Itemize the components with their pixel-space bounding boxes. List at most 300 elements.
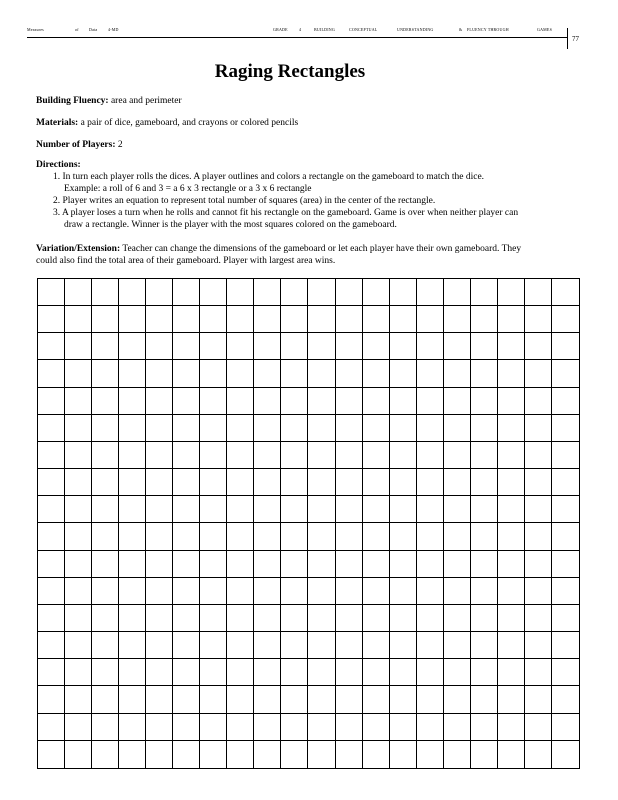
gameboard-cell[interactable]	[65, 741, 92, 768]
gameboard-cell[interactable]	[200, 415, 227, 442]
gameboard-cell[interactable]	[363, 469, 390, 496]
gameboard-cell[interactable]	[65, 714, 92, 741]
gameboard-cell[interactable]	[336, 523, 363, 550]
gameboard-cell[interactable]	[200, 714, 227, 741]
gameboard-cell[interactable]	[471, 714, 498, 741]
gameboard-cell[interactable]	[308, 333, 335, 360]
gameboard-cell[interactable]	[227, 714, 254, 741]
gameboard-cell[interactable]	[525, 686, 552, 713]
gameboard-cell[interactable]	[146, 578, 173, 605]
gameboard-cell[interactable]	[254, 306, 281, 333]
gameboard-cell[interactable]	[173, 523, 200, 550]
gameboard-cell[interactable]	[227, 388, 254, 415]
gameboard-cell[interactable]	[119, 551, 146, 578]
gameboard-cell[interactable]	[92, 686, 119, 713]
gameboard-cell[interactable]	[65, 388, 92, 415]
gameboard-cell[interactable]	[417, 360, 444, 387]
gameboard-cell[interactable]	[336, 714, 363, 741]
gameboard-cell[interactable]	[525, 496, 552, 523]
gameboard-cell[interactable]	[525, 632, 552, 659]
gameboard-cell[interactable]	[308, 605, 335, 632]
gameboard-cell[interactable]	[471, 578, 498, 605]
gameboard-cell[interactable]	[227, 551, 254, 578]
gameboard-cell[interactable]	[200, 523, 227, 550]
gameboard-cell[interactable]	[119, 415, 146, 442]
gameboard-cell[interactable]	[308, 632, 335, 659]
gameboard-cell[interactable]	[92, 306, 119, 333]
gameboard-cell[interactable]	[65, 415, 92, 442]
gameboard-cell[interactable]	[444, 496, 471, 523]
gameboard-cell[interactable]	[336, 306, 363, 333]
gameboard-cell[interactable]	[363, 659, 390, 686]
gameboard-cell[interactable]	[173, 306, 200, 333]
gameboard-cell[interactable]	[200, 388, 227, 415]
gameboard-cell[interactable]	[281, 605, 308, 632]
gameboard-cell[interactable]	[308, 659, 335, 686]
gameboard-cell[interactable]	[552, 659, 579, 686]
gameboard-cell[interactable]	[552, 279, 579, 306]
gameboard-cell[interactable]	[417, 523, 444, 550]
gameboard-cell[interactable]	[65, 551, 92, 578]
gameboard-cell[interactable]	[498, 714, 525, 741]
gameboard-cell[interactable]	[119, 469, 146, 496]
gameboard-cell[interactable]	[38, 605, 65, 632]
gameboard-cell[interactable]	[525, 523, 552, 550]
gameboard-cell[interactable]	[119, 306, 146, 333]
gameboard-cell[interactable]	[119, 714, 146, 741]
gameboard-cell[interactable]	[308, 360, 335, 387]
gameboard-cell[interactable]	[65, 632, 92, 659]
gameboard-cell[interactable]	[146, 523, 173, 550]
gameboard-cell[interactable]	[471, 632, 498, 659]
gameboard-cell[interactable]	[92, 632, 119, 659]
gameboard-cell[interactable]	[281, 442, 308, 469]
gameboard-cell[interactable]	[119, 388, 146, 415]
gameboard-cell[interactable]	[525, 388, 552, 415]
gameboard-cell[interactable]	[390, 469, 417, 496]
gameboard-cell[interactable]	[308, 551, 335, 578]
gameboard-cell[interactable]	[471, 605, 498, 632]
gameboard-cell[interactable]	[552, 605, 579, 632]
gameboard-cell[interactable]	[471, 496, 498, 523]
gameboard-cell[interactable]	[38, 659, 65, 686]
gameboard-cell[interactable]	[498, 523, 525, 550]
gameboard-cell[interactable]	[281, 279, 308, 306]
gameboard-cell[interactable]	[38, 632, 65, 659]
gameboard-cell[interactable]	[38, 279, 65, 306]
gameboard-cell[interactable]	[336, 659, 363, 686]
gameboard-cell[interactable]	[65, 279, 92, 306]
gameboard-cell[interactable]	[444, 415, 471, 442]
gameboard-cell[interactable]	[200, 496, 227, 523]
gameboard-cell[interactable]	[525, 605, 552, 632]
gameboard-cell[interactable]	[254, 632, 281, 659]
gameboard-cell[interactable]	[146, 333, 173, 360]
gameboard-cell[interactable]	[336, 632, 363, 659]
gameboard-cell[interactable]	[498, 578, 525, 605]
gameboard-cell[interactable]	[254, 523, 281, 550]
gameboard-cell[interactable]	[308, 279, 335, 306]
gameboard-cell[interactable]	[498, 415, 525, 442]
gameboard-cell[interactable]	[417, 551, 444, 578]
gameboard-cell[interactable]	[390, 496, 417, 523]
gameboard-cell[interactable]	[417, 333, 444, 360]
gameboard-cell[interactable]	[336, 442, 363, 469]
gameboard-cell[interactable]	[471, 415, 498, 442]
gameboard-cell[interactable]	[498, 686, 525, 713]
gameboard-cell[interactable]	[471, 279, 498, 306]
gameboard-cell[interactable]	[254, 279, 281, 306]
gameboard-cell[interactable]	[281, 333, 308, 360]
gameboard-cell[interactable]	[146, 686, 173, 713]
gameboard-cell[interactable]	[308, 469, 335, 496]
gameboard-cell[interactable]	[38, 469, 65, 496]
gameboard-cell[interactable]	[65, 686, 92, 713]
gameboard-cell[interactable]	[525, 551, 552, 578]
gameboard-cell[interactable]	[444, 360, 471, 387]
gameboard-cell[interactable]	[92, 741, 119, 768]
gameboard-cell[interactable]	[525, 360, 552, 387]
gameboard-cell[interactable]	[471, 551, 498, 578]
gameboard-cell[interactable]	[281, 496, 308, 523]
gameboard-cell[interactable]	[65, 360, 92, 387]
gameboard-cell[interactable]	[498, 551, 525, 578]
gameboard-cell[interactable]	[173, 469, 200, 496]
gameboard-cell[interactable]	[444, 714, 471, 741]
gameboard-cell[interactable]	[119, 659, 146, 686]
gameboard-cell[interactable]	[471, 442, 498, 469]
gameboard-cell[interactable]	[92, 551, 119, 578]
gameboard-cell[interactable]	[200, 306, 227, 333]
gameboard-cell[interactable]	[173, 442, 200, 469]
gameboard-cell[interactable]	[444, 741, 471, 768]
gameboard-cell[interactable]	[444, 659, 471, 686]
gameboard-cell[interactable]	[498, 741, 525, 768]
gameboard-cell[interactable]	[498, 306, 525, 333]
gameboard-cell[interactable]	[200, 551, 227, 578]
gameboard-cell[interactable]	[552, 306, 579, 333]
gameboard-cell[interactable]	[146, 279, 173, 306]
gameboard-cell[interactable]	[65, 469, 92, 496]
gameboard-cell[interactable]	[417, 741, 444, 768]
gameboard-cell[interactable]	[471, 360, 498, 387]
gameboard-cell[interactable]	[498, 279, 525, 306]
gameboard-cell[interactable]	[38, 686, 65, 713]
gameboard-cell[interactable]	[498, 469, 525, 496]
gameboard-cell[interactable]	[65, 442, 92, 469]
gameboard-cell[interactable]	[173, 686, 200, 713]
gameboard-cell[interactable]	[281, 469, 308, 496]
gameboard-cell[interactable]	[417, 388, 444, 415]
gameboard-cell[interactable]	[390, 360, 417, 387]
gameboard-cell[interactable]	[498, 360, 525, 387]
gameboard-cell[interactable]	[254, 578, 281, 605]
gameboard-cell[interactable]	[281, 659, 308, 686]
gameboard-cell[interactable]	[254, 605, 281, 632]
gameboard-cell[interactable]	[471, 686, 498, 713]
gameboard-cell[interactable]	[65, 333, 92, 360]
gameboard-cell[interactable]	[308, 714, 335, 741]
gameboard-cell[interactable]	[227, 632, 254, 659]
gameboard-cell[interactable]	[444, 551, 471, 578]
gameboard-cell[interactable]	[119, 578, 146, 605]
gameboard-cell[interactable]	[417, 632, 444, 659]
gameboard-cell[interactable]	[254, 551, 281, 578]
gameboard-cell[interactable]	[525, 306, 552, 333]
gameboard-cell[interactable]	[146, 551, 173, 578]
gameboard-cell[interactable]	[336, 741, 363, 768]
gameboard-cell[interactable]	[390, 578, 417, 605]
gameboard-cell[interactable]	[92, 714, 119, 741]
gameboard-cell[interactable]	[38, 551, 65, 578]
gameboard-cell[interactable]	[308, 415, 335, 442]
gameboard-cell[interactable]	[363, 333, 390, 360]
gameboard-cell[interactable]	[417, 306, 444, 333]
gameboard-cell[interactable]	[173, 741, 200, 768]
gameboard-cell[interactable]	[254, 659, 281, 686]
gameboard-cell[interactable]	[227, 659, 254, 686]
gameboard-cell[interactable]	[173, 659, 200, 686]
gameboard-cell[interactable]	[471, 388, 498, 415]
gameboard-cell[interactable]	[363, 578, 390, 605]
gameboard-cell[interactable]	[119, 686, 146, 713]
gameboard-cell[interactable]	[552, 578, 579, 605]
gameboard-cell[interactable]	[173, 360, 200, 387]
gameboard-cell[interactable]	[254, 388, 281, 415]
gameboard-cell[interactable]	[336, 551, 363, 578]
gameboard-cell[interactable]	[119, 279, 146, 306]
gameboard-cell[interactable]	[281, 551, 308, 578]
gameboard-cell[interactable]	[227, 442, 254, 469]
gameboard-cell[interactable]	[38, 333, 65, 360]
gameboard-cell[interactable]	[227, 415, 254, 442]
gameboard-cell[interactable]	[200, 360, 227, 387]
gameboard-cell[interactable]	[146, 659, 173, 686]
gameboard-cell[interactable]	[471, 333, 498, 360]
gameboard-cell[interactable]	[119, 333, 146, 360]
gameboard-cell[interactable]	[498, 333, 525, 360]
gameboard-cell[interactable]	[173, 551, 200, 578]
gameboard-cell[interactable]	[390, 686, 417, 713]
gameboard-cell[interactable]	[552, 360, 579, 387]
gameboard-cell[interactable]	[281, 686, 308, 713]
gameboard-cell[interactable]	[363, 388, 390, 415]
gameboard-cell[interactable]	[227, 360, 254, 387]
gameboard-cell[interactable]	[92, 578, 119, 605]
gameboard-cell[interactable]	[227, 523, 254, 550]
gameboard-cell[interactable]	[200, 659, 227, 686]
gameboard-cell[interactable]	[146, 388, 173, 415]
gameboard-cell[interactable]	[119, 741, 146, 768]
gameboard-cell[interactable]	[254, 360, 281, 387]
gameboard-cell[interactable]	[336, 388, 363, 415]
gameboard-cell[interactable]	[119, 632, 146, 659]
gameboard-cell[interactable]	[498, 659, 525, 686]
gameboard-cell[interactable]	[227, 469, 254, 496]
gameboard-cell[interactable]	[254, 333, 281, 360]
gameboard-cell[interactable]	[525, 578, 552, 605]
gameboard-cell[interactable]	[92, 388, 119, 415]
gameboard-cell[interactable]	[308, 741, 335, 768]
gameboard-cell[interactable]	[200, 578, 227, 605]
gameboard-cell[interactable]	[471, 741, 498, 768]
gameboard-cell[interactable]	[363, 551, 390, 578]
gameboard-cell[interactable]	[200, 741, 227, 768]
gameboard-cell[interactable]	[444, 279, 471, 306]
gameboard-cell[interactable]	[390, 659, 417, 686]
gameboard-cell[interactable]	[38, 388, 65, 415]
gameboard-cell[interactable]	[38, 306, 65, 333]
gameboard-cell[interactable]	[363, 714, 390, 741]
gameboard-cell[interactable]	[417, 714, 444, 741]
gameboard-cell[interactable]	[525, 469, 552, 496]
gameboard-cell[interactable]	[525, 279, 552, 306]
gameboard-cell[interactable]	[390, 333, 417, 360]
gameboard-cell[interactable]	[173, 388, 200, 415]
gameboard-cell[interactable]	[146, 632, 173, 659]
gameboard-cell[interactable]	[390, 714, 417, 741]
gameboard-cell[interactable]	[281, 388, 308, 415]
gameboard-cell[interactable]	[38, 442, 65, 469]
gameboard-cell[interactable]	[200, 333, 227, 360]
gameboard-cell[interactable]	[119, 360, 146, 387]
gameboard-cell[interactable]	[38, 741, 65, 768]
gameboard-cell[interactable]	[200, 469, 227, 496]
gameboard-cell[interactable]	[471, 469, 498, 496]
gameboard-cell[interactable]	[498, 632, 525, 659]
gameboard-cell[interactable]	[92, 360, 119, 387]
gameboard-cell[interactable]	[227, 605, 254, 632]
gameboard-cell[interactable]	[525, 741, 552, 768]
gameboard-cell[interactable]	[417, 605, 444, 632]
gameboard-cell[interactable]	[363, 279, 390, 306]
gameboard-cell[interactable]	[92, 659, 119, 686]
gameboard-cell[interactable]	[200, 605, 227, 632]
gameboard-cell[interactable]	[417, 496, 444, 523]
gameboard-cell[interactable]	[498, 388, 525, 415]
gameboard-cell[interactable]	[92, 442, 119, 469]
gameboard-cell[interactable]	[525, 659, 552, 686]
gameboard-cell[interactable]	[173, 578, 200, 605]
gameboard-cell[interactable]	[552, 632, 579, 659]
gameboard-cell[interactable]	[308, 442, 335, 469]
gameboard-cell[interactable]	[336, 686, 363, 713]
gameboard-cell[interactable]	[363, 306, 390, 333]
gameboard-cell[interactable]	[38, 578, 65, 605]
gameboard-cell[interactable]	[390, 415, 417, 442]
gameboard-cell[interactable]	[471, 659, 498, 686]
gameboard-cell[interactable]	[65, 306, 92, 333]
gameboard-cell[interactable]	[227, 496, 254, 523]
gameboard-cell[interactable]	[308, 578, 335, 605]
gameboard-cell[interactable]	[308, 686, 335, 713]
gameboard-cell[interactable]	[552, 469, 579, 496]
gameboard-cell[interactable]	[444, 306, 471, 333]
gameboard-cell[interactable]	[417, 659, 444, 686]
gameboard-cell[interactable]	[390, 442, 417, 469]
gameboard-cell[interactable]	[552, 686, 579, 713]
gameboard-cell[interactable]	[552, 442, 579, 469]
gameboard-cell[interactable]	[363, 415, 390, 442]
gameboard-cell[interactable]	[417, 578, 444, 605]
gameboard-cell[interactable]	[417, 469, 444, 496]
gameboard-cell[interactable]	[336, 279, 363, 306]
gameboard-cell[interactable]	[444, 632, 471, 659]
gameboard-cell[interactable]	[254, 741, 281, 768]
gameboard-cell[interactable]	[471, 523, 498, 550]
gameboard-cell[interactable]	[65, 578, 92, 605]
gameboard-cell[interactable]	[363, 523, 390, 550]
gameboard-cell[interactable]	[336, 415, 363, 442]
gameboard-cell[interactable]	[525, 442, 552, 469]
gameboard-cell[interactable]	[146, 496, 173, 523]
gameboard-cell[interactable]	[444, 469, 471, 496]
gameboard-cell[interactable]	[336, 578, 363, 605]
gameboard-cell[interactable]	[552, 415, 579, 442]
gameboard-cell[interactable]	[254, 714, 281, 741]
gameboard-cell[interactable]	[417, 686, 444, 713]
gameboard-cell[interactable]	[92, 279, 119, 306]
gameboard-cell[interactable]	[227, 741, 254, 768]
gameboard-cell[interactable]	[119, 605, 146, 632]
gameboard-cell[interactable]	[444, 333, 471, 360]
gameboard-cell[interactable]	[552, 523, 579, 550]
gameboard-cell[interactable]	[146, 442, 173, 469]
gameboard-cell[interactable]	[552, 496, 579, 523]
gameboard-cell[interactable]	[92, 496, 119, 523]
gameboard-cell[interactable]	[200, 279, 227, 306]
gameboard-cell[interactable]	[525, 415, 552, 442]
gameboard-cell[interactable]	[146, 714, 173, 741]
gameboard-grid[interactable]	[37, 278, 580, 769]
gameboard-cell[interactable]	[498, 605, 525, 632]
gameboard-cell[interactable]	[363, 632, 390, 659]
gameboard-cell[interactable]	[525, 714, 552, 741]
gameboard-cell[interactable]	[308, 523, 335, 550]
gameboard-cell[interactable]	[119, 442, 146, 469]
gameboard-cell[interactable]	[390, 632, 417, 659]
gameboard-cell[interactable]	[92, 333, 119, 360]
gameboard-cell[interactable]	[254, 442, 281, 469]
gameboard-cell[interactable]	[65, 496, 92, 523]
gameboard-cell[interactable]	[444, 523, 471, 550]
gameboard-cell[interactable]	[417, 442, 444, 469]
gameboard-cell[interactable]	[38, 496, 65, 523]
gameboard-cell[interactable]	[119, 496, 146, 523]
gameboard-cell[interactable]	[417, 415, 444, 442]
gameboard-cell[interactable]	[227, 306, 254, 333]
gameboard-cell[interactable]	[92, 469, 119, 496]
gameboard-cell[interactable]	[200, 632, 227, 659]
gameboard-cell[interactable]	[552, 714, 579, 741]
gameboard-cell[interactable]	[200, 442, 227, 469]
gameboard-cell[interactable]	[281, 578, 308, 605]
gameboard-cell[interactable]	[363, 686, 390, 713]
gameboard-cell[interactable]	[363, 360, 390, 387]
gameboard-cell[interactable]	[173, 496, 200, 523]
gameboard-cell[interactable]	[227, 578, 254, 605]
gameboard-cell[interactable]	[281, 306, 308, 333]
gameboard-cell[interactable]	[173, 333, 200, 360]
gameboard-cell[interactable]	[444, 578, 471, 605]
gameboard-cell[interactable]	[173, 415, 200, 442]
gameboard-cell[interactable]	[38, 714, 65, 741]
gameboard-cell[interactable]	[390, 605, 417, 632]
gameboard-cell[interactable]	[281, 415, 308, 442]
gameboard-cell[interactable]	[281, 523, 308, 550]
gameboard-cell[interactable]	[227, 279, 254, 306]
gameboard-cell[interactable]	[363, 496, 390, 523]
